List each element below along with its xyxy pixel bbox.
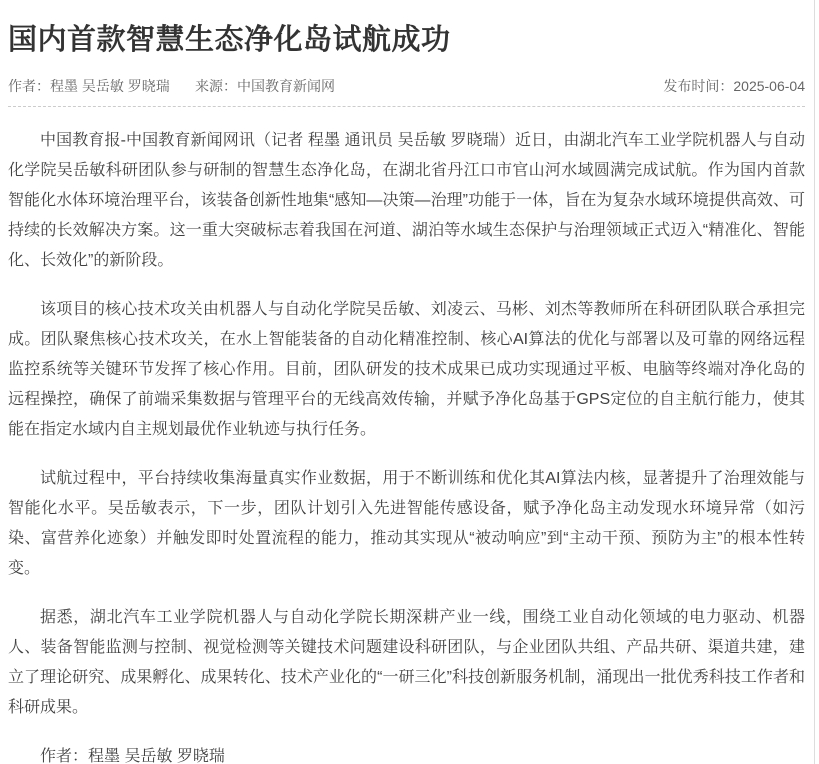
- article-paragraph: 据悉，湖北汽车工业学院机器人与自动化学院长期深耕产业一线，围绕工业自动化领域的电力驱动、机器人、装备智能监测与控制、视觉检测等关键技术问题建设科研团队，与企业团队共组、产品共研、渠道共建，建立了理论研究、成果孵化、成果转化、技术产业化的“一研三化”科技创新服务机制，涌现出一批优秀科技工作者和科研成果。: [8, 609, 805, 716]
- article-meta-bar: [8, 76, 805, 96]
- article-paragraph: 该项目的核心技术攻关由机器人与自动化学院吴岳敏、刘凌云、马彬、刘杰等教师所在科研团队联合承担完成。团队聚焦核心技术攻关，在水上智能装备的自动化精准控制、核心AI算法的优化与部署以及可靠的网络远程监控系统等关键环节发挥了核心作用。目前，团队研发的技术成果已成功实现通过平板、电脑等终端对净化岛的远程操控，确保了前端采集数据与管理平台的无线高效传输，并赋予净化岛基于GPS定位的自主航行能力，使其能在指定水域内自主规划最优作业轨迹与执行任务。: [8, 301, 805, 438]
- source-label: 来源：: [194, 78, 237, 94]
- publish-time-label: 发布时间：: [663, 78, 734, 94]
- page-title: 国内首款智慧生态净化岛试航成功: [8, 24, 451, 56]
- source-name: 中国教育新闻网: [236, 78, 335, 94]
- author-label: 作者：: [8, 78, 50, 94]
- footer-author-label: 作者：: [40, 748, 89, 764]
- author-names: 程墨 吴岳敏 罗晓瑞: [50, 78, 170, 94]
- byline: [8, 76, 335, 96]
- publish-info: [663, 76, 805, 96]
- right-edge-rule: [814, 0, 815, 764]
- publish-date: 2025-06-04: [733, 78, 805, 94]
- footer-author-names: 程墨 吴岳敏 罗晓瑞: [88, 748, 225, 764]
- header-divider: [8, 106, 805, 107]
- article-paragraph: 试航过程中，平台持续收集海量真实作业数据，用于不断训练和优化其AI算法内核，显著提升了治理效能与智能化水平。吴岳敏表示，下一步，团队计划引入先进智能传感设备，赋予净化岛主动发现水环境异常（如污染、富营养化迹象）并触发即时处置流程的能力，推动其实现从“被动响应”到“主动干预、预防为主”的根本性转变。: [8, 470, 805, 577]
- footer-author-line: [8, 742, 805, 764]
- article-body: [8, 126, 805, 723]
- article-paragraph: 中国教育报-中国教育新闻网讯（记者 程墨 通讯员 吴岳敏 罗晓瑞）近日，由湖北汽车工业学院机器人与自动化学院吴岳敏科研团队参与研制的智慧生态净化岛，在湖北省丹江口市官山河水域圆满完成试航。作为国内首款智能化水体环境治理平台，该装备创新性地集“感知—决策—治理”功能于一体，旨在为复杂水域环境提供高效、可持续的长效解决方案。这一重大突破标志着我国在河道、湖泊等水域生态保护与治理领域正式迈入“精准化、智能化、长效化”的新阶段。: [8, 132, 805, 269]
